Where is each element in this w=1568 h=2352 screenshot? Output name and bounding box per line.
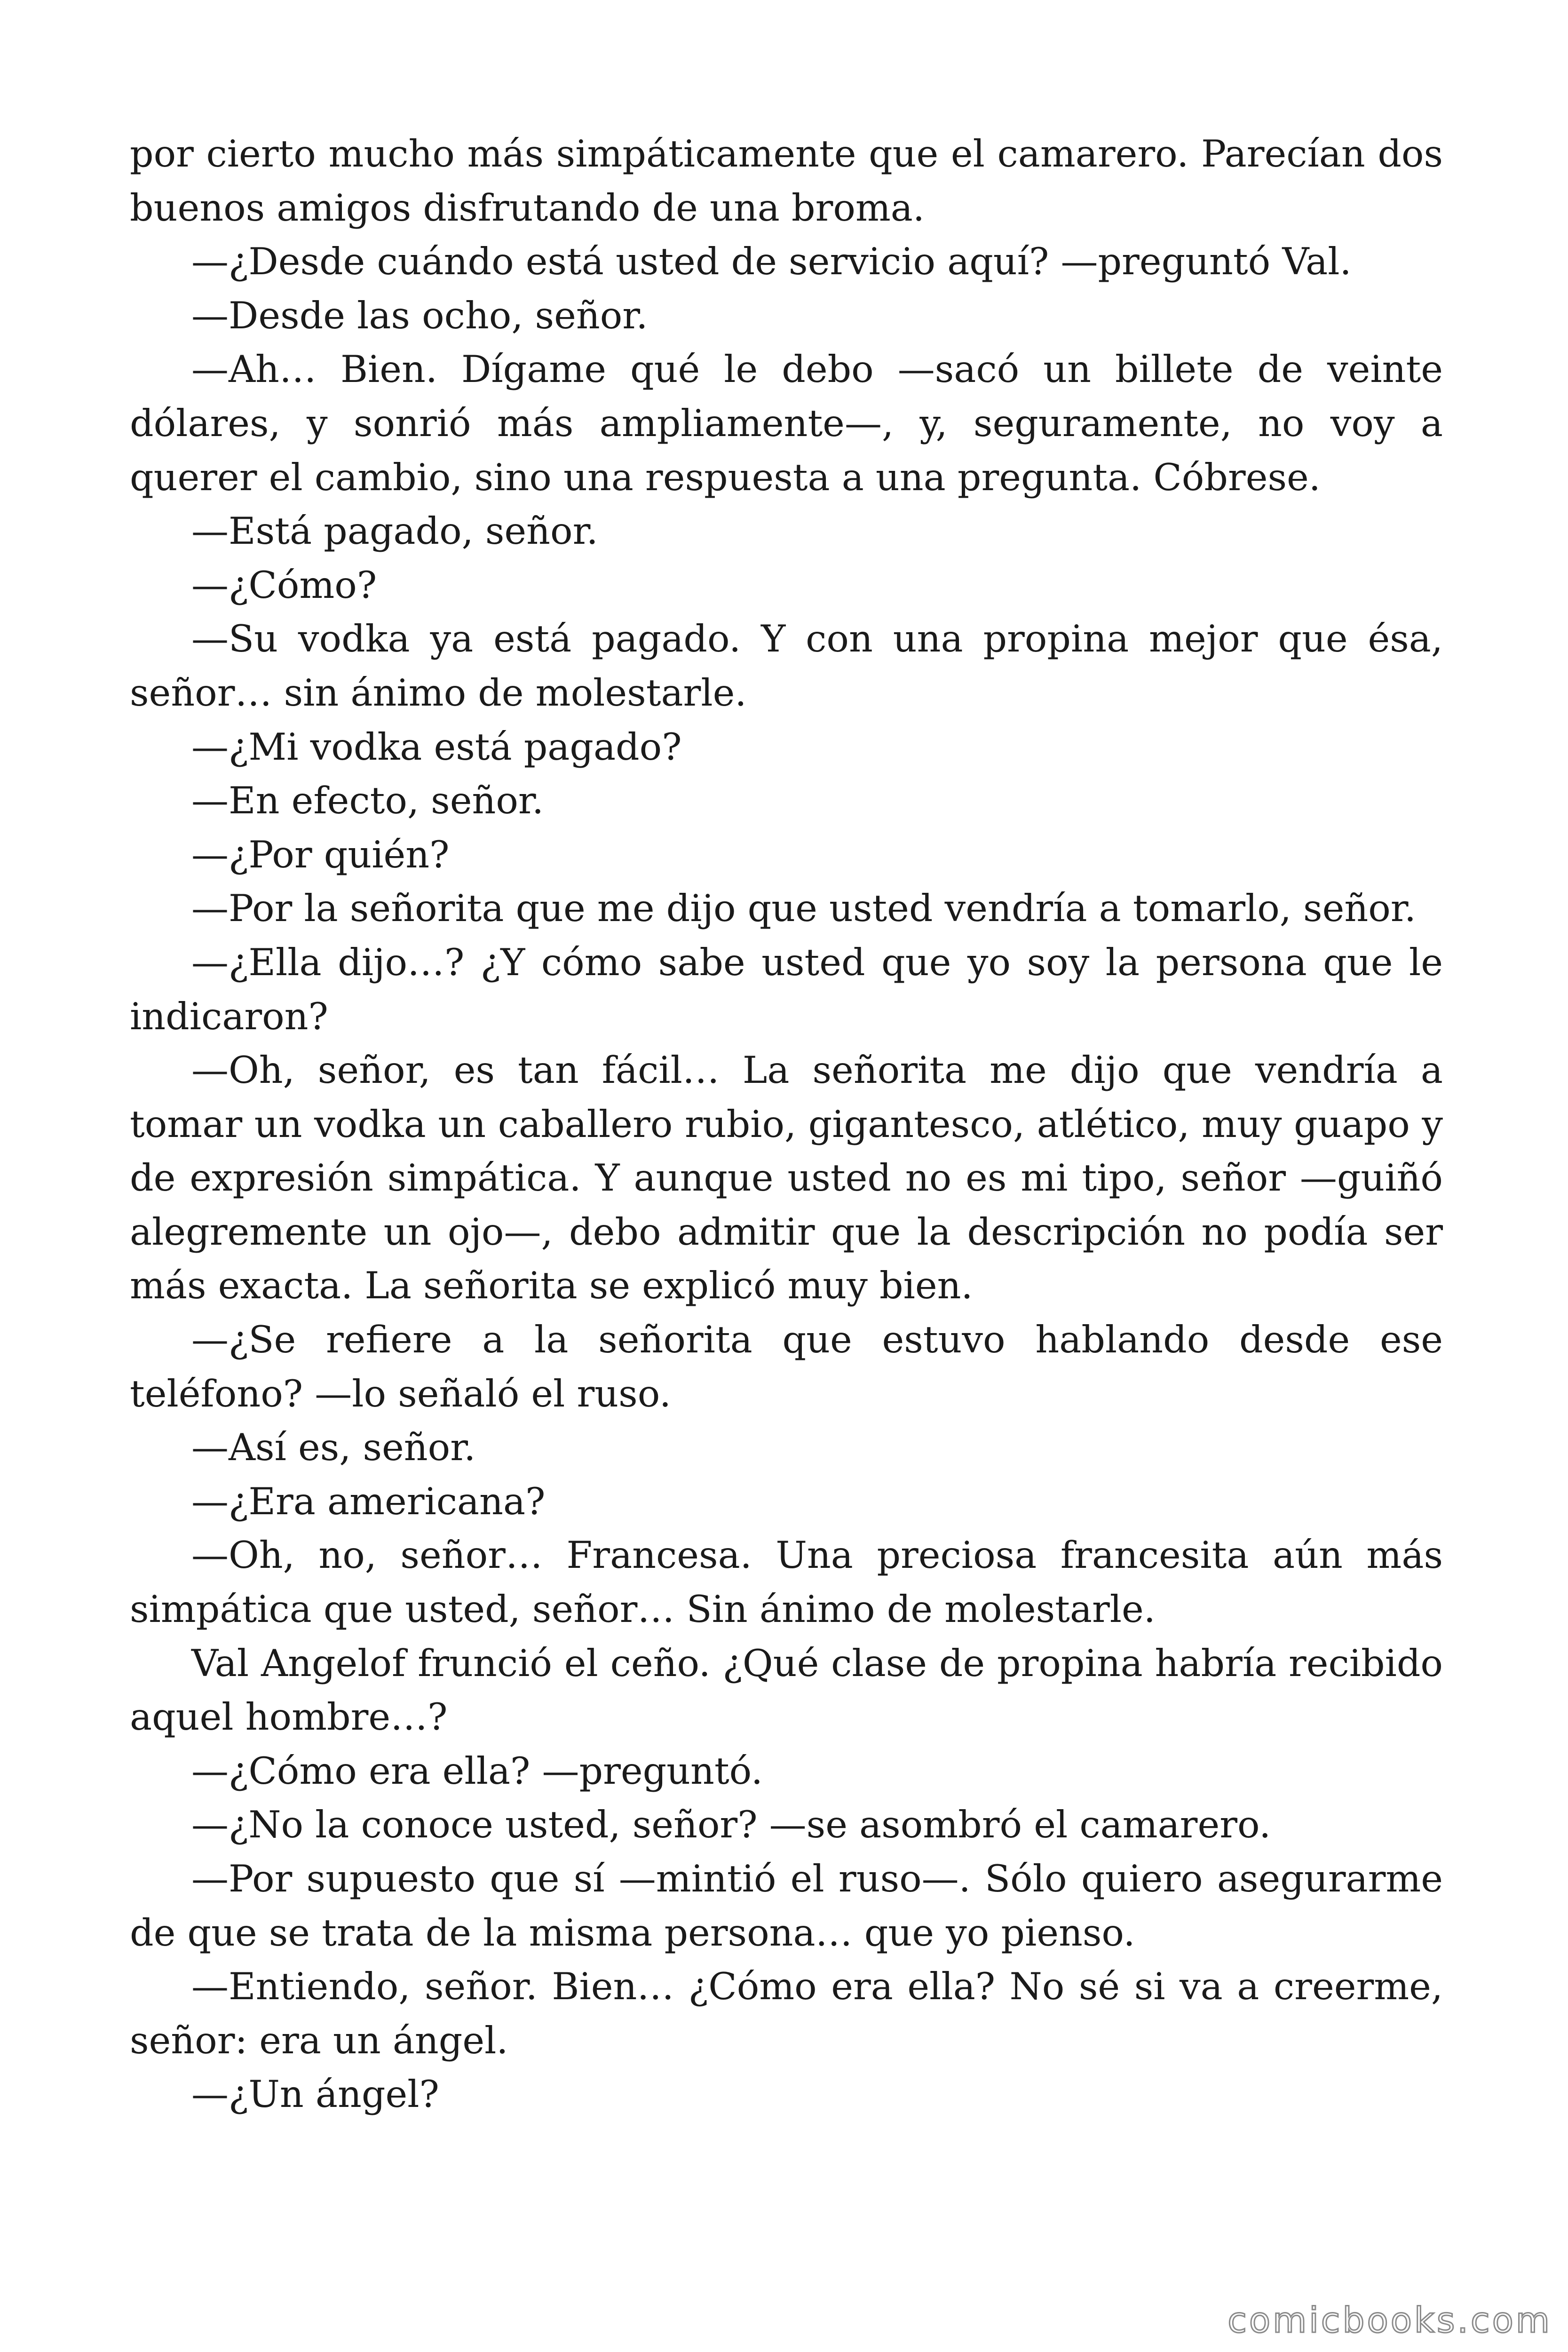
paragraph: —Por supuesto que sí —mintió el ruso—. Sólo quiero asegurarme de que se trata de la misma persona… que yo pienso.: [130, 1857, 1443, 1955]
body-text: [130, 127, 1443, 2122]
paragraph: Val Angelof frunció el ceño. ¿Qué clase de propina habría recibido aquel hombre…?: [130, 1641, 1443, 1739]
paragraph: —¿Se refiere a la señorita que estuvo hablando desde ese teléfono? —lo señaló el ruso.: [130, 1318, 1443, 1415]
paragraph: —Oh, señor, es tan fácil… La señorita me dijo que vendría a tomar un vodka un caballero rubio, gigantesco, atlético, muy guapo y de expresión simpática. Y aunque usted no es mi tipo, señor —guiñó alegremente un ojo—, debo admitir que la descripción no podía ser más exacta. La señorita se explicó muy bien.: [130, 1049, 1443, 1308]
paragraph: —¿Era americana?: [191, 1479, 546, 1523]
paragraph: —En efecto, señor.: [191, 779, 544, 823]
paragraph: —Oh, no, señor… Francesa. Una preciosa francesita aún más simpática que usted, señor… Sin ánimo de molestarle.: [130, 1534, 1443, 1631]
paragraph: —Está pagado, señor.: [191, 509, 598, 553]
watermark: comicbooks.com: [1227, 2300, 1552, 2341]
paragraph: —¿No la conoce usted, señor? —se asombró el camarero.: [191, 1803, 1271, 1847]
paragraph: —¿Mi vodka está pagado?: [191, 725, 682, 769]
paragraph: —Por la señorita que me dijo que usted vendría a tomarlo, señor.: [191, 887, 1416, 930]
paragraph: por cierto mucho más simpáticamente que el camarero. Parecían dos buenos amigos disfrutando de una broma.: [130, 132, 1443, 230]
paragraph: —¿Desde cuándo está usted de servicio aquí? —preguntó Val.: [191, 240, 1352, 284]
paragraph: —¿Ella dijo…? ¿Y cómo sabe usted que yo soy la persona que le indicaron?: [130, 940, 1443, 1038]
paragraph: —¿Cómo era ella? —preguntó.: [191, 1749, 763, 1793]
paragraph: —Ah… Bien. Dígame qué le debo —sacó un billete de veinte dólares, y sonrió más ampliamente—, y, seguramente, no voy a querer el cambio, sino una respuesta a una pregunta. Cóbrese.: [130, 348, 1443, 499]
paragraph: —¿Por quién?: [191, 833, 450, 876]
paragraph: —Su vodka ya está pagado. Y con una propina mejor que ésa, señor… sin ánimo de molestarle.: [130, 617, 1443, 715]
paragraph: —¿Cómo?: [191, 563, 377, 607]
paragraph: —Entiendo, señor. Bien… ¿Cómo era ella? No sé si va a creerme, señor: era un ángel.: [130, 1965, 1443, 2062]
paragraph: —¿Un ángel?: [191, 2073, 439, 2116]
paragraph: —Desde las ocho, señor.: [191, 294, 648, 337]
paragraph: —Así es, señor.: [191, 1426, 476, 1470]
